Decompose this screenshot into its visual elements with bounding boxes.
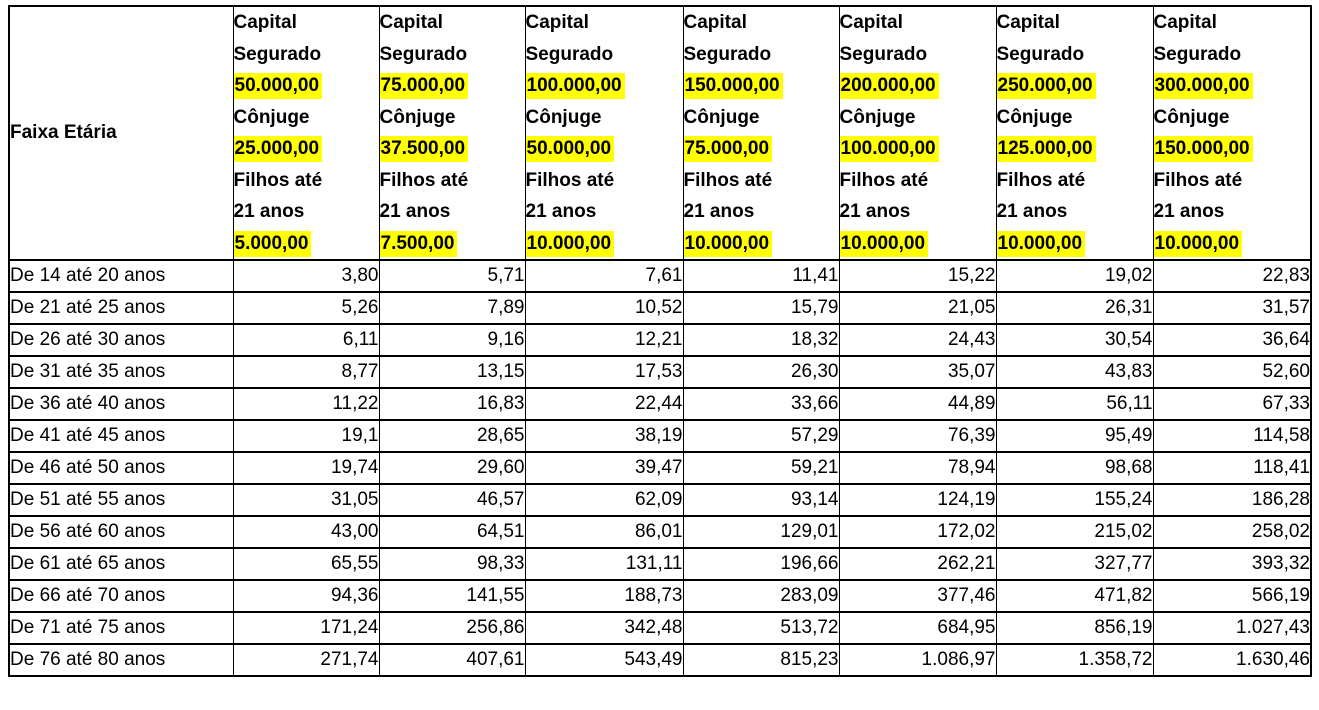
conjuge-value-highlight: 25.000,00: [234, 136, 323, 162]
conjuge-label: Cônjuge: [839, 106, 916, 128]
filhos-label-line1: Filhos até: [233, 169, 323, 191]
capital-label-line1: Capital: [379, 12, 443, 33]
value-cell: 19,74: [233, 452, 379, 484]
value-cell: 24,43: [839, 324, 996, 356]
value-cell: 1.358,72: [996, 644, 1153, 676]
filhos-value-highlight: 5.000,00: [234, 231, 312, 257]
value-cell: 196,66: [683, 548, 839, 580]
table-row: [9, 356, 1311, 388]
table-row: [9, 292, 1311, 324]
value-cell: 76,39: [839, 420, 996, 452]
capital-value-highlight: 250.000,00: [997, 73, 1096, 99]
filhos-label-line1: Filhos até: [379, 169, 469, 191]
faixa-cell: De 61 até 65 anos: [9, 548, 233, 580]
value-cell: 1.630,46: [1153, 644, 1311, 676]
value-cell: 186,28: [1153, 484, 1311, 516]
value-cell: 856,19: [996, 612, 1153, 644]
faixa-cell: De 31 até 35 anos: [9, 356, 233, 388]
table-row: [9, 612, 1311, 644]
plan-header-250000: [996, 6, 1153, 260]
value-cell: 543,49: [525, 644, 683, 676]
plan-header-75000: [379, 6, 525, 260]
value-cell: 35,07: [839, 356, 996, 388]
capital-label-line2: Segurado: [839, 43, 928, 65]
capital-label-line2: Segurado: [996, 43, 1085, 65]
plan-header-300000: [1153, 6, 1311, 260]
value-cell: 124,19: [839, 484, 996, 516]
conjuge-label: Cônjuge: [525, 106, 602, 128]
value-cell: 36,64: [1153, 324, 1311, 356]
value-cell: 13,15: [379, 356, 525, 388]
value-cell: 3,80: [233, 260, 379, 292]
value-cell: 12,21: [525, 324, 683, 356]
value-cell: 19,02: [996, 260, 1153, 292]
value-cell: 5,71: [379, 260, 525, 292]
table-row: [9, 324, 1311, 356]
value-cell: 33,66: [683, 388, 839, 420]
value-cell: 188,73: [525, 580, 683, 612]
conjuge-label: Cônjuge: [996, 106, 1073, 128]
value-cell: 19,1: [233, 420, 379, 452]
faixa-cell: De 21 até 25 anos: [9, 292, 233, 324]
value-cell: 21,05: [839, 292, 996, 324]
faixa-cell: De 51 até 55 anos: [9, 484, 233, 516]
pricing-table: [8, 5, 1312, 677]
value-cell: 78,94: [839, 452, 996, 484]
value-cell: 29,60: [379, 452, 525, 484]
value-cell: 114,58: [1153, 420, 1311, 452]
plan-header-100000: [525, 6, 683, 260]
value-cell: 8,77: [233, 356, 379, 388]
plan-header-200000: [839, 6, 996, 260]
capital-value-highlight: 200.000,00: [840, 73, 939, 99]
table-row: [9, 516, 1311, 548]
value-cell: 39,47: [525, 452, 683, 484]
capital-label-line2: Segurado: [1153, 43, 1242, 65]
value-cell: 59,21: [683, 452, 839, 484]
value-cell: 18,32: [683, 324, 839, 356]
conjuge-label: Cônjuge: [379, 106, 456, 128]
value-cell: 44,89: [839, 388, 996, 420]
filhos-value-highlight: 10.000,00: [1154, 231, 1243, 257]
value-cell: 95,49: [996, 420, 1153, 452]
value-cell: 471,82: [996, 580, 1153, 612]
conjuge-value-highlight: 100.000,00: [840, 136, 939, 162]
value-cell: 56,11: [996, 388, 1153, 420]
value-cell: 62,09: [525, 484, 683, 516]
capital-value-highlight: 150.000,00: [684, 73, 783, 99]
value-cell: 129,01: [683, 516, 839, 548]
capital-label-line2: Segurado: [233, 43, 322, 65]
faixa-cell: De 76 até 80 anos: [9, 644, 233, 676]
value-cell: 94,36: [233, 580, 379, 612]
faixa-cell: De 71 até 75 anos: [9, 612, 233, 644]
filhos-label-line2: 21 anos: [1153, 201, 1225, 222]
table-row: [9, 420, 1311, 452]
value-cell: 171,24: [233, 612, 379, 644]
value-cell: 22,83: [1153, 260, 1311, 292]
filhos-label-line2: 21 anos: [839, 201, 911, 222]
capital-value-highlight: 100.000,00: [526, 73, 625, 99]
value-cell: 684,95: [839, 612, 996, 644]
value-cell: 31,05: [233, 484, 379, 516]
value-cell: 256,86: [379, 612, 525, 644]
conjuge-value-highlight: 75.000,00: [684, 136, 773, 162]
conjuge-value-highlight: 50.000,00: [526, 136, 615, 162]
value-cell: 327,77: [996, 548, 1153, 580]
conjuge-value-highlight: 125.000,00: [997, 136, 1096, 162]
table-row: [9, 548, 1311, 580]
faixa-cell: De 41 até 45 anos: [9, 420, 233, 452]
table-row: [9, 260, 1311, 292]
faixa-cell: De 14 até 20 anos: [9, 260, 233, 292]
filhos-label-line1: Filhos até: [525, 169, 615, 191]
value-cell: 11,22: [233, 388, 379, 420]
value-cell: 393,32: [1153, 548, 1311, 580]
faixa-etaria-label: Faixa Etária: [10, 122, 117, 143]
filhos-value-highlight: 10.000,00: [684, 231, 773, 257]
filhos-label-line2: 21 anos: [379, 201, 451, 222]
filhos-label-line2: 21 anos: [233, 201, 305, 222]
capital-label-line2: Segurado: [683, 43, 772, 65]
value-cell: 377,46: [839, 580, 996, 612]
value-cell: 10,52: [525, 292, 683, 324]
capital-label-line1: Capital: [233, 12, 297, 33]
capital-value-highlight: 300.000,00: [1154, 73, 1253, 99]
faixa-cell: De 56 até 60 anos: [9, 516, 233, 548]
value-cell: 43,83: [996, 356, 1153, 388]
value-cell: 38,19: [525, 420, 683, 452]
value-cell: 7,61: [525, 260, 683, 292]
conjuge-label: Cônjuge: [233, 106, 310, 128]
value-cell: 52,60: [1153, 356, 1311, 388]
table-row: [9, 452, 1311, 484]
conjuge-label: Cônjuge: [683, 106, 760, 128]
value-cell: 407,61: [379, 644, 525, 676]
table-row: [9, 484, 1311, 516]
value-cell: 67,33: [1153, 388, 1311, 420]
value-cell: 46,57: [379, 484, 525, 516]
value-cell: 283,09: [683, 580, 839, 612]
conjuge-label: Cônjuge: [1153, 106, 1230, 128]
value-cell: 9,16: [379, 324, 525, 356]
capital-label-line1: Capital: [839, 12, 903, 33]
value-cell: 513,72: [683, 612, 839, 644]
filhos-value-highlight: 7.500,00: [380, 231, 458, 257]
filhos-value-highlight: 10.000,00: [997, 231, 1086, 257]
value-cell: 43,00: [233, 516, 379, 548]
value-cell: 172,02: [839, 516, 996, 548]
value-cell: 15,22: [839, 260, 996, 292]
filhos-label-line1: Filhos até: [1153, 169, 1243, 191]
header-row: [9, 6, 1311, 260]
filhos-label-line2: 21 anos: [683, 201, 755, 222]
capital-label-line1: Capital: [1153, 12, 1217, 33]
value-cell: 155,24: [996, 484, 1153, 516]
value-cell: 16,83: [379, 388, 525, 420]
faixa-cell: De 26 até 30 anos: [9, 324, 233, 356]
value-cell: 141,55: [379, 580, 525, 612]
filhos-label-line1: Filhos até: [683, 169, 773, 191]
filhos-label-line2: 21 anos: [525, 201, 597, 222]
filhos-label-line1: Filhos até: [996, 169, 1086, 191]
plan-header-50000: [233, 6, 379, 260]
value-cell: 215,02: [996, 516, 1153, 548]
value-cell: 26,30: [683, 356, 839, 388]
value-cell: 98,33: [379, 548, 525, 580]
faixa-etaria-header: [9, 6, 233, 260]
value-cell: 93,14: [683, 484, 839, 516]
value-cell: 6,11: [233, 324, 379, 356]
plan-header-150000: [683, 6, 839, 260]
filhos-label-line1: Filhos até: [839, 169, 929, 191]
table-row: [9, 388, 1311, 420]
value-cell: 1.027,43: [1153, 612, 1311, 644]
value-cell: 30,54: [996, 324, 1153, 356]
filhos-value-highlight: 10.000,00: [526, 231, 615, 257]
value-cell: 15,79: [683, 292, 839, 324]
capital-label-line1: Capital: [683, 12, 747, 33]
capital-value-highlight: 75.000,00: [380, 73, 469, 99]
value-cell: 271,74: [233, 644, 379, 676]
faixa-cell: De 46 até 50 anos: [9, 452, 233, 484]
value-cell: 65,55: [233, 548, 379, 580]
value-cell: 57,29: [683, 420, 839, 452]
value-cell: 7,89: [379, 292, 525, 324]
capital-value-highlight: 50.000,00: [234, 73, 323, 99]
filhos-value-highlight: 10.000,00: [840, 231, 929, 257]
value-cell: 98,68: [996, 452, 1153, 484]
value-cell: 1.086,97: [839, 644, 996, 676]
value-cell: 815,23: [683, 644, 839, 676]
capital-label-line1: Capital: [525, 12, 589, 33]
capital-label-line2: Segurado: [525, 43, 614, 65]
value-cell: 131,11: [525, 548, 683, 580]
table-row: [9, 644, 1311, 676]
value-cell: 11,41: [683, 260, 839, 292]
capital-label-line2: Segurado: [379, 43, 468, 65]
value-cell: 258,02: [1153, 516, 1311, 548]
value-cell: 566,19: [1153, 580, 1311, 612]
conjuge-value-highlight: 37.500,00: [380, 136, 469, 162]
value-cell: 17,53: [525, 356, 683, 388]
value-cell: 342,48: [525, 612, 683, 644]
value-cell: 5,26: [233, 292, 379, 324]
value-cell: 118,41: [1153, 452, 1311, 484]
conjuge-value-highlight: 150.000,00: [1154, 136, 1253, 162]
value-cell: 22,44: [525, 388, 683, 420]
capital-label-line1: Capital: [996, 12, 1060, 33]
faixa-cell: De 36 até 40 anos: [9, 388, 233, 420]
value-cell: 28,65: [379, 420, 525, 452]
faixa-cell: De 66 até 70 anos: [9, 580, 233, 612]
value-cell: 26,31: [996, 292, 1153, 324]
filhos-label-line2: 21 anos: [996, 201, 1068, 222]
value-cell: 86,01: [525, 516, 683, 548]
value-cell: 262,21: [839, 548, 996, 580]
value-cell: 31,57: [1153, 292, 1311, 324]
table-row: [9, 580, 1311, 612]
value-cell: 64,51: [379, 516, 525, 548]
